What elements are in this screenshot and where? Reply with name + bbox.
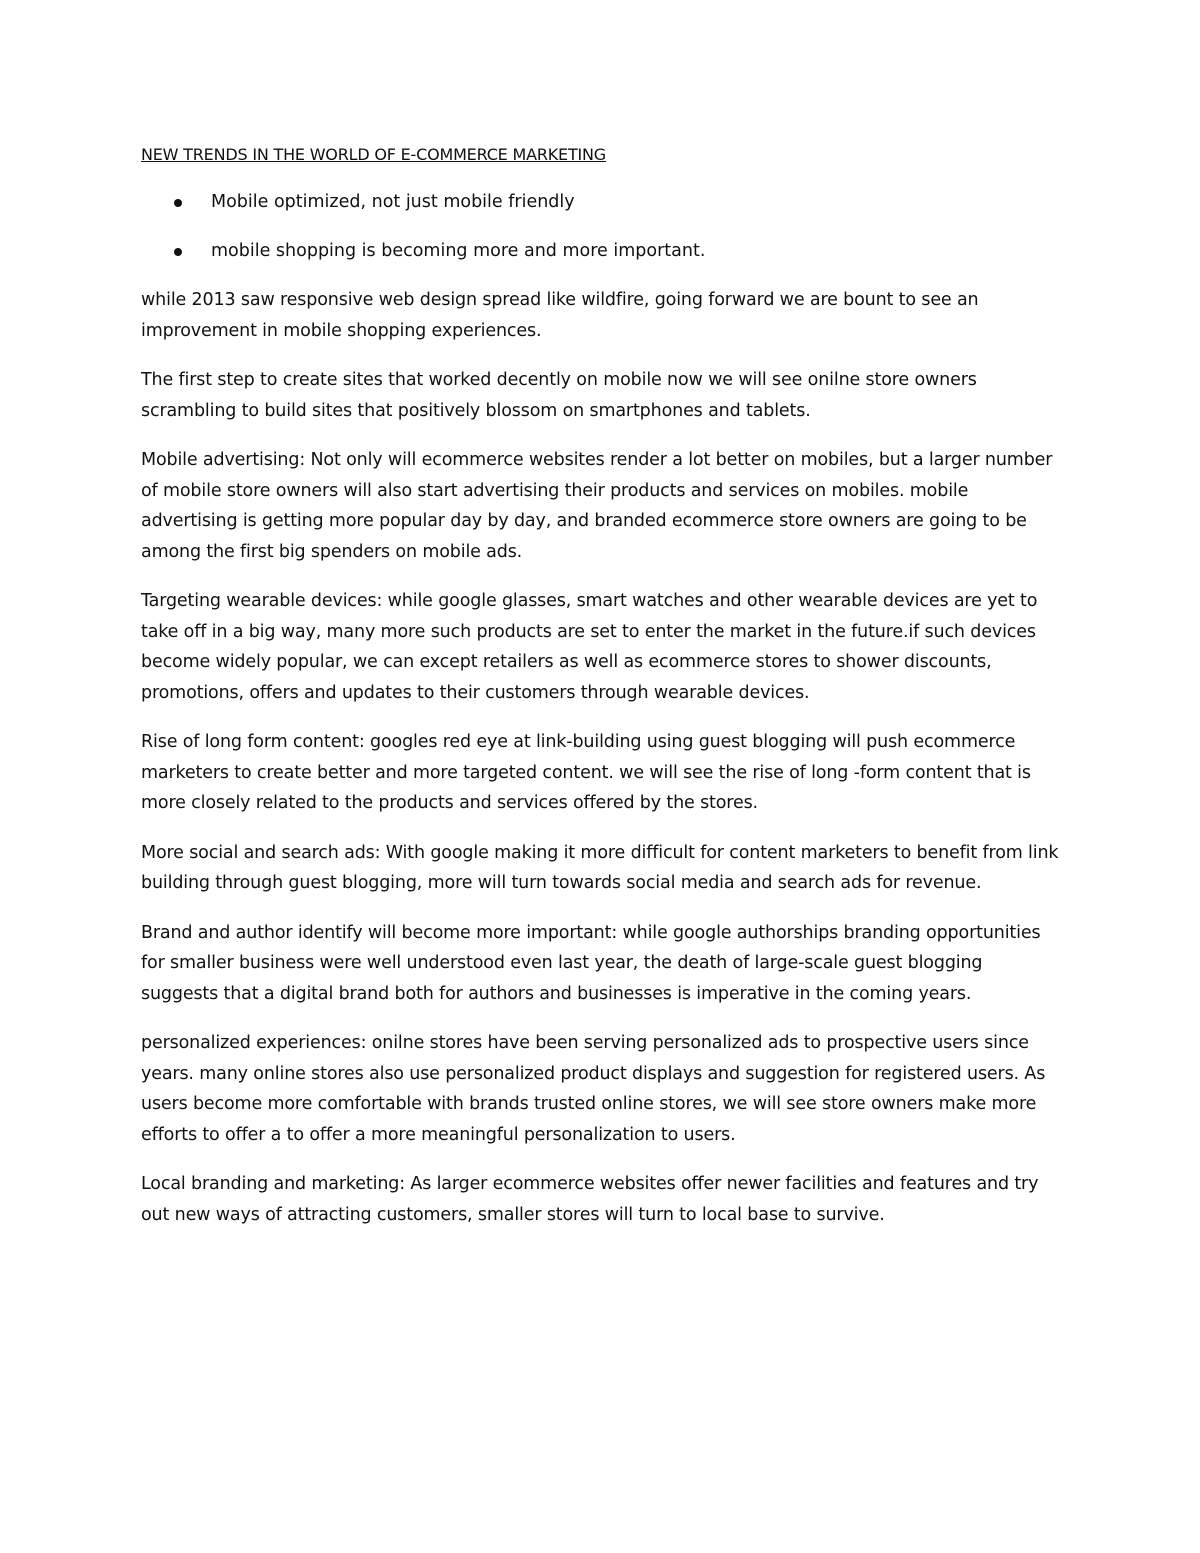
paragraph-local-branding: Local branding and marketing: As larger ecommerce websites offer newer facilities and features and try out new ways of attracting customers, smaller stores will turn to local base to survive.: [141, 1174, 1039, 1225]
paragraph-personalized-experiences: personalized experiences: onilne stores have been serving personalized ads to prospective users since years. many online stores also use personalized product displays and suggestion for registered users. As users become more comfortable with brands trusted online stores, we will see store owners make more efforts to offer a to offer a more meaningful personalization to users.: [141, 1033, 1046, 1145]
bullet-list: [141, 187, 1061, 266]
document-body: [141, 140, 1061, 1249]
paragraph-responsive-design: while 2013 saw responsive web design spread like wildfire, going forward we are bount to see an improvement in mobile shopping experiences.: [141, 290, 979, 341]
paragraph-first-step: The first step to create sites that worked decently on mobile now we will see onilne store owners scrambling to build sites that positively blossom on smartphones and tablets.: [141, 370, 977, 421]
bullet-item: [141, 236, 1061, 266]
paragraph-social-search-ads: More social and search ads: With google making it more difficult for content marketers to benefit from link building through guest blogging, more will turn towards social media and search ads for revenue.: [141, 842, 1059, 893]
bullet-item: [141, 187, 1061, 217]
paragraph-long-form-content: Rise of long form content: googles red eye at link-building using guest blogging will push ecommerce marketers to create better and more targeted content. we will see the rise of long -form content that is more closely related to the products and services offered by the stores.: [141, 732, 1031, 813]
bullet-text: Mobile optimized, not just mobile friendly: [211, 192, 575, 212]
document-title: NEW TRENDS IN THE WORLD OF E-COMMERCE MARKETING: [141, 145, 607, 164]
paragraph-mobile-advertising: Mobile advertising: Not only will ecommerce websites render a lot better on mobiles, but a larger number of mobile store owners will also start advertising their products and services on mobiles. mobile advertising is getting more popular day by day, and branded ecommerce store owners are going to be among the first big spenders on mobile ads.: [141, 450, 1053, 562]
bullet-text: mobile shopping is becoming more and more important.: [211, 241, 706, 261]
paragraph-brand-author: Brand and author identify will become more important: while google authorships branding opportunities for smaller business were well understood even last year, the death of large-scale guest blogging suggests that a digital brand both for authors and businesses is imperative in the coming years.: [141, 922, 1041, 1004]
bullet-dot-icon: [174, 199, 182, 207]
bullet-dot-icon: [174, 248, 182, 256]
paragraph-wearable-devices: Targeting wearable devices: while google glasses, smart watches and other wearable devices are yet to take off in a big way, many more such products are set to enter the market in the future.if such devices become widely popular, we can except retailers as well as ecommerce stores to shower discounts, promotions, offers and updates to their customers through wearable devices.: [141, 591, 1038, 703]
